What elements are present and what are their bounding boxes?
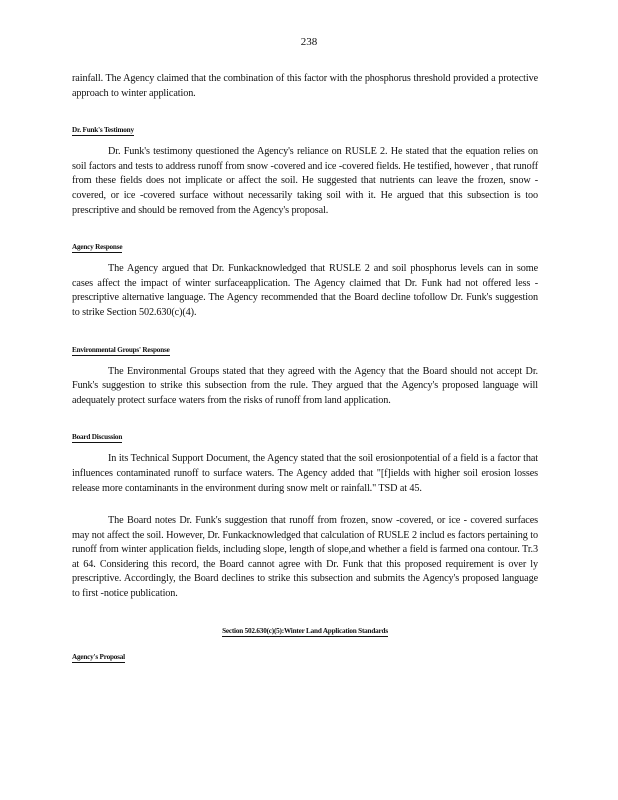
paragraph-board-discussion-1: In its Technical Support Document, the Agency stated that the soil erosionpotential of a field is a factor that influences contaminated runoff to surface waters. The Agency added that "[f]ields with higher soil erosion losses release more contaminants in the environment during snow melt or rainfall." TSD at 45.: [72, 453, 538, 494]
paragraph-board-discussion-2: The Board notes Dr. Funk's suggestion that runoff from frozen, snow -covered, or ice - covered surfaces may not affect the soil. However, Dr. Funkacknowledged that calculation of RUSLE 2 includ es factors pertaining to runoff from winter application fields, including slope, length of slope,and whether a field is farmed ona contour. Tr.3 at 64. Considering this record, the Board cannot agree with Dr. Funk that this proposed requirement is over ly prescriptive. Accordingly, the Board declines to strike this subsection and submits the Agency's proposed language to first -notice publication.: [72, 515, 538, 600]
heading-agency-response: Agency Response: [72, 243, 123, 252]
page-number: 238: [300, 36, 318, 48]
paragraph-agency-response: The Agency argued that Dr. Funkacknowledged that RUSLE 2 and soil phosphorus levels can in some cases affect the impact of winter surfaceapplication. The Agency claimed that Dr. Funk had not offered less -prescriptive alternative language. The Agency recommended that the Board decline tofollow Dr. Funk's suggestion to strike Section 502.630(c)(4).: [72, 263, 538, 318]
page-content: [72, 72, 538, 660]
paragraph-continued: rainfall. The Agency claimed that the combination of this factor with the phosphorus threshold provided a protective approach to winter application.: [72, 73, 538, 99]
paragraph-dr-funk-testimony: Dr. Funk's testimony questioned the Agency's reliance on RUSLE 2. He stated that the equation relies on soil factors and tests to address runoff from snow -covered and ice -covered fields. He testified, however , that runoff from these fields does not implicate or affect the soil. He suggested that nutrients can leave the frozen, snow -covered, or ice -covered surface without necessarily taking soil with it. He argued that this subsection is too prescriptive and should be removed from the Agency's proposal.: [72, 146, 538, 216]
heading-dr-funk-testimony: Dr. Funk's Testimony: [72, 126, 134, 135]
paragraph-environmental-groups-response: The Environmental Groups stated that they agreed with the Agency that the Board should not accept Dr. Funk's suggestion to strike this subsection from the rule. They argued that the Agency's proposed language will adequately protect surface waters from the risks of runoff from land application.: [72, 365, 538, 406]
heading-section-502-630-c-5: Section 502.630(c)(5):Winter Land Application Standards: [222, 626, 388, 635]
heading-agency-proposal: Agency's Proposal: [72, 652, 125, 661]
heading-board-discussion: Board Discussion: [72, 433, 123, 442]
heading-environmental-groups-response: Environmental Groups' Response: [72, 345, 170, 354]
